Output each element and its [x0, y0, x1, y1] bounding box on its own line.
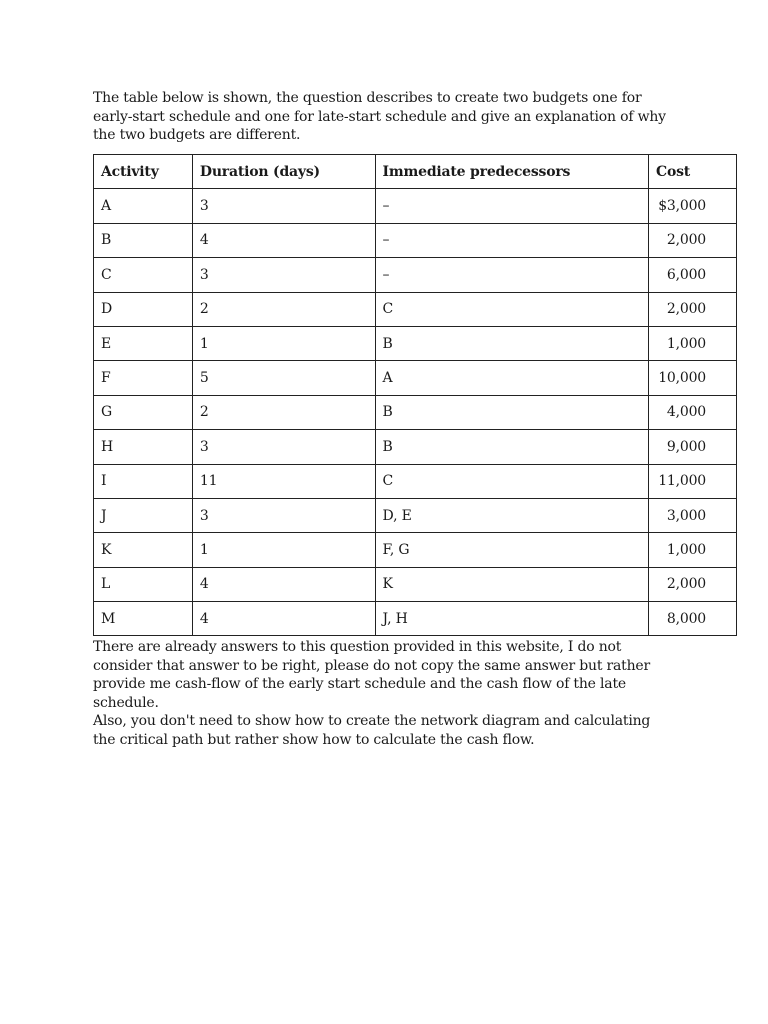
- cell-predecessors: B: [375, 430, 648, 464]
- cell-predecessors: –: [375, 189, 648, 223]
- cell-activity: B: [94, 223, 193, 257]
- cell-predecessors: –: [375, 258, 648, 292]
- header-cost: Cost: [649, 155, 737, 189]
- table-header-row: [94, 155, 737, 189]
- cell-duration: 4: [192, 223, 375, 257]
- table-row: [94, 567, 737, 601]
- cell-predecessors: –: [375, 223, 648, 257]
- cell-activity: J: [94, 498, 193, 532]
- cell-duration: 3: [192, 258, 375, 292]
- outro-line: schedule.: [93, 694, 159, 711]
- outro-line: the critical path but rather show how to calculate the cash flow.: [93, 731, 535, 748]
- cell-duration: 1: [192, 533, 375, 567]
- cell-activity: A: [94, 189, 193, 223]
- cell-cost: 4,000: [649, 395, 737, 429]
- cell-cost: 9,000: [649, 430, 737, 464]
- cell-predecessors: K: [375, 567, 648, 601]
- cell-cost: 11,000: [649, 464, 737, 498]
- cell-cost: 10,000: [649, 361, 737, 395]
- table-body: [94, 189, 737, 636]
- cell-activity: G: [94, 395, 193, 429]
- cell-duration: 4: [192, 567, 375, 601]
- table-row: [94, 602, 737, 636]
- table-row: [94, 498, 737, 532]
- cell-duration: 2: [192, 395, 375, 429]
- cell-duration: 5: [192, 361, 375, 395]
- table-row: [94, 189, 737, 223]
- outro-line: consider that answer to be right, please do not copy the same answer but rather: [93, 657, 650, 674]
- intro-line: The table below is shown, the question describes to create two budgets one for: [93, 90, 642, 106]
- cell-predecessors: B: [375, 326, 648, 360]
- cell-cost: 2,000: [649, 292, 737, 326]
- header-activity: Activity: [94, 155, 193, 189]
- table-row: [94, 326, 737, 360]
- cell-activity: D: [94, 292, 193, 326]
- cell-activity: E: [94, 326, 193, 360]
- cell-activity: H: [94, 430, 193, 464]
- cell-predecessors: A: [375, 361, 648, 395]
- table-row: [94, 258, 737, 292]
- cell-predecessors: B: [375, 395, 648, 429]
- table-row: [94, 395, 737, 429]
- cell-activity: L: [94, 567, 193, 601]
- cell-duration: 3: [192, 189, 375, 223]
- cell-duration: 1: [192, 326, 375, 360]
- cell-duration: 4: [192, 602, 375, 636]
- cell-cost: 8,000: [649, 602, 737, 636]
- cell-predecessors: D, E: [375, 498, 648, 532]
- cell-cost: 1,000: [649, 533, 737, 567]
- table-row: [94, 464, 737, 498]
- cell-duration: 2: [192, 292, 375, 326]
- cell-cost: 1,000: [649, 326, 737, 360]
- intro-paragraph: [93, 89, 713, 145]
- cell-cost: $3,000: [649, 189, 737, 223]
- header-duration: Duration (days): [192, 155, 375, 189]
- cell-activity: K: [94, 533, 193, 567]
- outro-line: There are already answers to this question provided in this website, I do not: [93, 639, 622, 655]
- cell-duration: 3: [192, 498, 375, 532]
- cell-predecessors: C: [375, 464, 648, 498]
- cell-cost: 2,000: [649, 223, 737, 257]
- cell-cost: 2,000: [649, 567, 737, 601]
- outro-line: provide me cash-flow of the early start schedule and the cash flow of the late: [93, 676, 626, 692]
- table-row: [94, 223, 737, 257]
- cell-cost: 6,000: [649, 258, 737, 292]
- cell-predecessors: F, G: [375, 533, 648, 567]
- cell-duration: 11: [192, 464, 375, 498]
- table-row: [94, 533, 737, 567]
- cell-predecessors: C: [375, 292, 648, 326]
- cell-activity: C: [94, 258, 193, 292]
- cell-cost: 3,000: [649, 498, 737, 532]
- cell-predecessors: J, H: [375, 602, 648, 636]
- activity-table: [93, 154, 737, 636]
- cell-activity: I: [94, 464, 193, 498]
- cell-duration: 3: [192, 430, 375, 464]
- outro-line: Also, you don't need to show how to create the network diagram and calculating: [93, 713, 651, 729]
- header-predecessors: Immediate predecessors: [375, 155, 648, 189]
- outro-paragraph: [93, 638, 713, 749]
- cell-activity: M: [94, 602, 193, 636]
- cell-activity: F: [94, 361, 193, 395]
- intro-line: the two budgets are different.: [93, 127, 301, 143]
- table-row: [94, 361, 737, 395]
- table-row: [94, 292, 737, 326]
- intro-line: early-start schedule and one for late-start schedule and give an explanation of why: [93, 108, 666, 125]
- table-row: [94, 430, 737, 464]
